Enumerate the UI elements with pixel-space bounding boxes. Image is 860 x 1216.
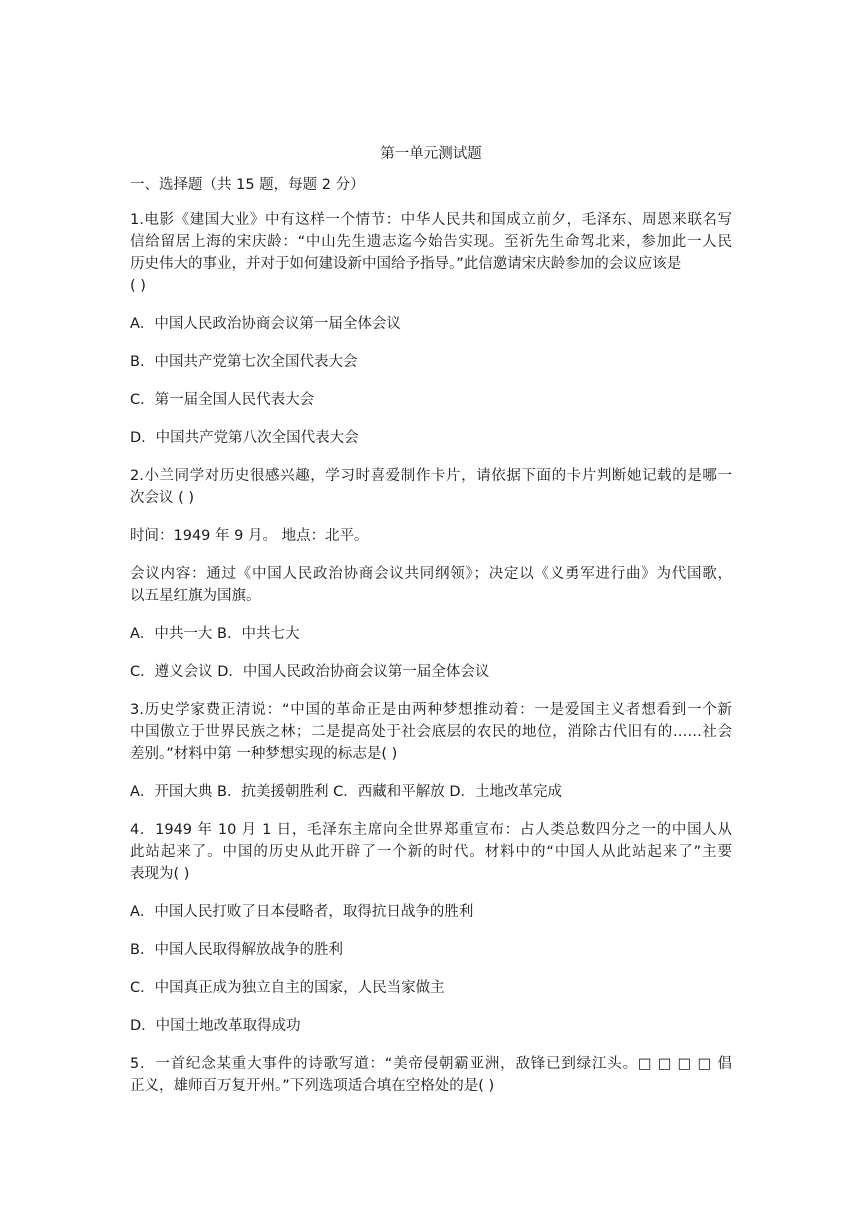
option-d: D．中国共产党第八次全国代表大会	[130, 430, 359, 446]
card-time-location: 时间：1949 年 9 月。 地点：北平。	[130, 528, 369, 544]
option-cd: C．遵义会议 D．中国人民政治协商会议第一届全体会议	[130, 664, 490, 680]
option-b: B．中国人民取得解放战争的胜利	[130, 942, 343, 958]
question-3	[130, 699, 732, 803]
option-c: C．中国真正成为独立自主的国家，人民当家做主	[130, 980, 445, 996]
document-title: 第一单元测试题	[380, 146, 482, 162]
question-text-line: 中国傲立于世界民族之林；二是提高处于社会底层的农民的地位，消除古代旧有的……社会	[130, 724, 732, 740]
question-text-line: 此站起来了。中国的历史从此开辟了一个新的时代。材料中的“中国人从此站起来了”主要	[130, 844, 732, 860]
question-4	[130, 819, 732, 1037]
question-text-line: 1.电影《建国大业》中有这样一个情节：中华人民共和国成立前夕，毛泽东、周恩来联名写	[130, 212, 732, 228]
question-text-line: 差别。”材料中第 一种梦想实现的标志是( )	[130, 746, 398, 762]
option-a: A．中国人民政治协商会议第一届全体会议	[130, 316, 401, 332]
card-content-line: 会议内容：通过《中国人民政治协商会议共同纲领》；决定以《义勇军进行曲》为代国歌，	[130, 566, 732, 582]
question-2	[130, 465, 732, 683]
document-body	[130, 143, 732, 1097]
question-1	[130, 209, 732, 449]
question-text-line: 4．1949 年 10 月 1 日，毛泽东主席向全世界郑重宣布：占人类总数四分之一的中国人从	[130, 822, 732, 838]
question-text-line: 历史伟大的事业，并对于如何建设新中国给予指导。”此信邀请宋庆龄参加的会议应该是	[130, 256, 682, 272]
question-text-line: 3.历史学家费正清说：“中国的革命正是由两种梦想推动着：一是爱国主义者想看到一个新	[130, 702, 732, 718]
question-text-line: 5．一首纪念某重大事件的诗歌写道：“美帝侵朝霸亚洲，敌锋已到绿江头。□ □ □ □ 倡	[130, 1056, 732, 1072]
option-d: D．中国土地改革取得成功	[130, 1018, 301, 1034]
question-text-line: 2.小兰同学对历史很感兴趣，学习时喜爱制作卡片，请依据下面的卡片判断她记载的是哪一	[130, 468, 732, 484]
question-5	[130, 1053, 732, 1097]
section-heading: 一、选择题（共 15 题，每题 2 分）	[130, 177, 365, 193]
option-a: A．中国人民打败了日本侵略者，取得抗日战争的胜利	[130, 904, 474, 920]
card-content-line: 以五星红旗为国旗。	[130, 588, 261, 604]
answer-blank: ( )	[130, 278, 146, 294]
question-text-line: 信给留居上海的宋庆龄：“中山先生遗志迄今始告实现。至祈先生命驾北来，参加此一人民	[130, 234, 732, 250]
option-ab: A．中共一大 B．中共七大	[130, 626, 300, 642]
option-b: B．中国共产党第七次全国代表大会	[130, 354, 358, 370]
option-abcd: A．开国大典 B．抗美援朝胜利 C．西藏和平解放 D．土地改革完成	[130, 784, 562, 800]
question-text-line: 次会议 ( )	[130, 490, 195, 506]
option-c: C．第一届全国人民代表大会	[130, 392, 315, 408]
question-text-line: 正义，雄师百万复开州。”下列选项适合填在空格处的是( )	[130, 1078, 495, 1094]
question-text-line: 表现为( )	[130, 866, 190, 882]
